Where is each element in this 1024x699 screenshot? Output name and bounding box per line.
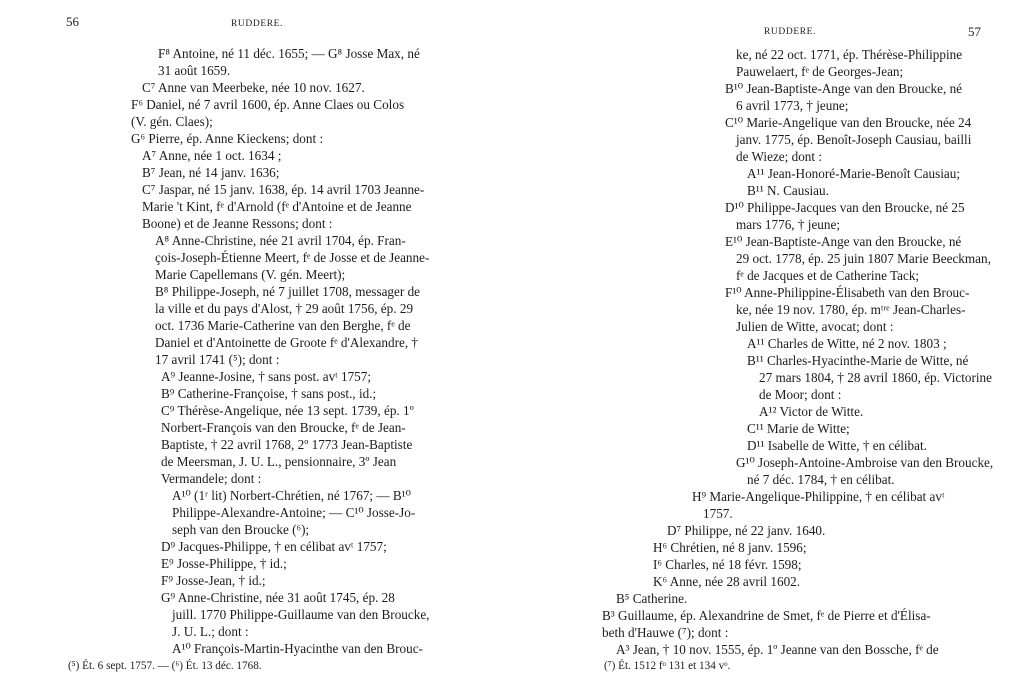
text-line: né 7 déc. 1784, † en célibat. [747,472,895,487]
text-line: I⁶ Charles, né 18 févr. 1598; [653,557,802,572]
text-line: Philippe-Alexandre-Antoine; — C¹⁰ Josse-Jo- [172,505,416,520]
text-line: H⁹ Marie-Angelique-Philippine, † en célibat avᵗ [692,489,945,504]
text-line: J. U. L.; dont : [172,624,249,639]
text-line: Boone) et de Jeanne Ressons; dont : [142,216,333,231]
running-head: RUDDERE. [231,19,284,29]
text-line: B⁷ Jean, né 14 janv. 1636; [142,165,280,180]
text-line: D⁹ Jacques-Philippe, † en célibat avᵗ 1757; [161,539,387,554]
text-line: B¹¹ N. Causiau. [747,183,829,198]
text-line: D⁷ Philippe, né 22 janv. 1640. [667,523,826,538]
text-line: G¹⁰ Joseph-Antoine-Ambroise van den Broucke, [736,455,994,470]
text-line: B³ Guillaume, ép. Alexandrine de Smet, fᵉ de Pierre et d'Élisa- [602,608,931,623]
text-line: A¹⁰ François-Martin-Hyacinthe van den Brouc- [172,641,423,656]
text-line: Julien de Witte, avocat; dont : [736,319,894,334]
text-line: 31 août 1659. [158,63,231,78]
text-line: juill. 1770 Philippe-Guillaume van den Broucke, [172,607,430,622]
text-line: E¹⁰ Jean-Baptiste-Ange van den Broucke, né [725,234,962,249]
text-body [0,46,512,656]
text-line: A³ Jean, † 10 nov. 1555, ép. 1º Jeanne van den Bossche, fᵉ de [616,642,939,657]
text-line: çois-Joseph-Étienne Meert, fᵉ de Josse et de Jeanne- [155,250,430,265]
text-line: F¹⁰ Anne-Philippine-Élisabeth van den Brouc- [725,285,970,300]
page-number: 56 [66,14,79,29]
text-line: B¹¹ Charles-Hyacinthe-Marie de Witte, né [747,353,969,368]
text-line: C⁷ Anne van Meerbeke, née 10 nov. 1627. [142,80,365,95]
page-number: 57 [968,24,981,39]
text-line: C¹¹ Marie de Witte; [747,421,850,436]
text-body [512,47,1024,657]
text-line: fᵉ de Jacques et de Catherine Tack; [736,268,920,283]
text-line: de Moor; dont : [759,387,842,402]
text-line: Pauwelaert, fᵉ de Georges-Jean; [736,64,904,79]
text-line: H⁶ Chrétien, né 8 janv. 1596; [653,540,807,555]
text-line: de Wieze; dont : [736,149,823,164]
text-line: (V. gén. Claes); [131,114,213,129]
text-line: C⁹ Thérèse-Angelique, née 13 sept. 1739, ép. 1º [161,403,414,418]
text-line: mars 1776, † jeune; [736,217,841,232]
text-line: C¹⁰ Marie-Angelique van den Broucke, née 24 [725,115,972,130]
text-line: Daniel et d'Antoinette de Groote fᵉ d'Alexandre, † [155,335,419,350]
text-line: A⁸ Anne-Christine, née 21 avril 1704, ép. Fran- [155,233,406,248]
text-line: A¹⁰ (1ʳ lit) Norbert-Chrétien, né 1767; — B¹⁰ [172,488,411,503]
text-line: E⁹ Josse-Philippe, † id.; [161,556,287,571]
text-line: ke, né 22 oct. 1771, ép. Thérèse-Philippine [736,47,963,62]
text-line: beth d'Hauwe (⁷); dont : [602,625,729,640]
text-line: C⁷ Jaspar, né 15 janv. 1638, ép. 14 avril 1703 Jeanne- [142,182,425,197]
text-line: D¹¹ Isabelle de Witte, † en célibat. [747,438,927,453]
text-line: A⁹ Jeanne-Josine, † sans post. avᵗ 1757; [161,369,372,384]
text-line: A¹² Victor de Witte. [759,404,864,419]
text-line: 27 mars 1804, † 28 avril 1860, ép. Victorine [759,370,993,385]
text-line: seph van den Broucke (⁶); [172,522,310,537]
text-line: 1757. [703,506,733,521]
text-line: B¹⁰ Jean-Baptiste-Ange van den Broucke, né [725,81,963,96]
text-line: de Meersman, J. U. L., pensionnaire, 3º Jean [161,454,397,469]
text-line: B⁸ Philippe-Joseph, né 7 juillet 1708, messager de [155,284,421,299]
running-head: RUDDERE. [764,27,817,37]
text-line: Baptiste, † 22 avril 1768, 2º 1773 Jean-Baptiste [161,437,413,452]
text-line: F⁹ Josse-Jean, † id.; [161,573,266,588]
text-line: Norbert-François van den Broucke, fᵉ de Jean- [161,420,406,435]
text-line: la ville et du pays d'Alost, † 29 août 1756, ép. 29 [155,301,414,316]
text-line: G⁹ Anne-Christine, née 31 août 1745, ép. 28 [161,590,395,605]
text-line: A¹¹ Charles de Witte, né 2 nov. 1803 ; [747,336,947,351]
text-line: oct. 1736 Marie-Catherine van den Berghe, fᵉ de [155,318,411,333]
text-line: 29 oct. 1778, ép. 25 juin 1807 Marie Beeckman, [736,251,991,266]
text-line: F⁶ Daniel, né 7 avril 1600, ép. Anne Claes ou Colos [131,97,405,112]
footnote: (⁵) Ét. 6 sept. 1757. — (⁶) Ét. 13 déc. 1768. [68,660,262,672]
right-page [512,0,1024,699]
text-line: 6 avril 1773, † jeune; [736,98,849,113]
text-line: janv. 1775, ép. Benoît-Joseph Causiau, bailli [736,132,972,147]
text-line: Marie 't Kint, fᵉ d'Arnold (fᵉ d'Antoine et de Jeanne [142,199,412,214]
text-line: B⁵ Catherine. [616,591,688,606]
text-line: F⁸ Antoine, né 11 déc. 1655; — G⁸ Josse Max, né [158,46,420,61]
text-line: G⁶ Pierre, ép. Anne Kieckens; dont : [131,131,324,146]
text-line: B⁹ Catherine-Françoise, † sans post., id.; [161,386,377,401]
text-line: Marie Capellemans (V. gén. Meert); [155,267,346,282]
text-line: A¹¹ Jean-Honoré-Marie-Benoît Causiau; [747,166,960,181]
text-line: K⁶ Anne, née 28 avril 1602. [653,574,801,589]
text-line: D¹⁰ Philippe-Jacques van den Broucke, né 25 [725,200,965,215]
text-line: 17 avril 1741 (⁵); dont : [155,352,280,367]
text-line: ke, née 19 nov. 1780, ép. mᵗʳᵉ Jean-Charles- [736,302,966,317]
text-line: Vermandele; dont : [161,471,262,486]
text-line: A⁷ Anne, née 1 oct. 1634 ; [142,148,282,163]
footnote: (⁷) Ét. 1512 fᵒ 131 et 134 vᵒ. [604,660,731,672]
